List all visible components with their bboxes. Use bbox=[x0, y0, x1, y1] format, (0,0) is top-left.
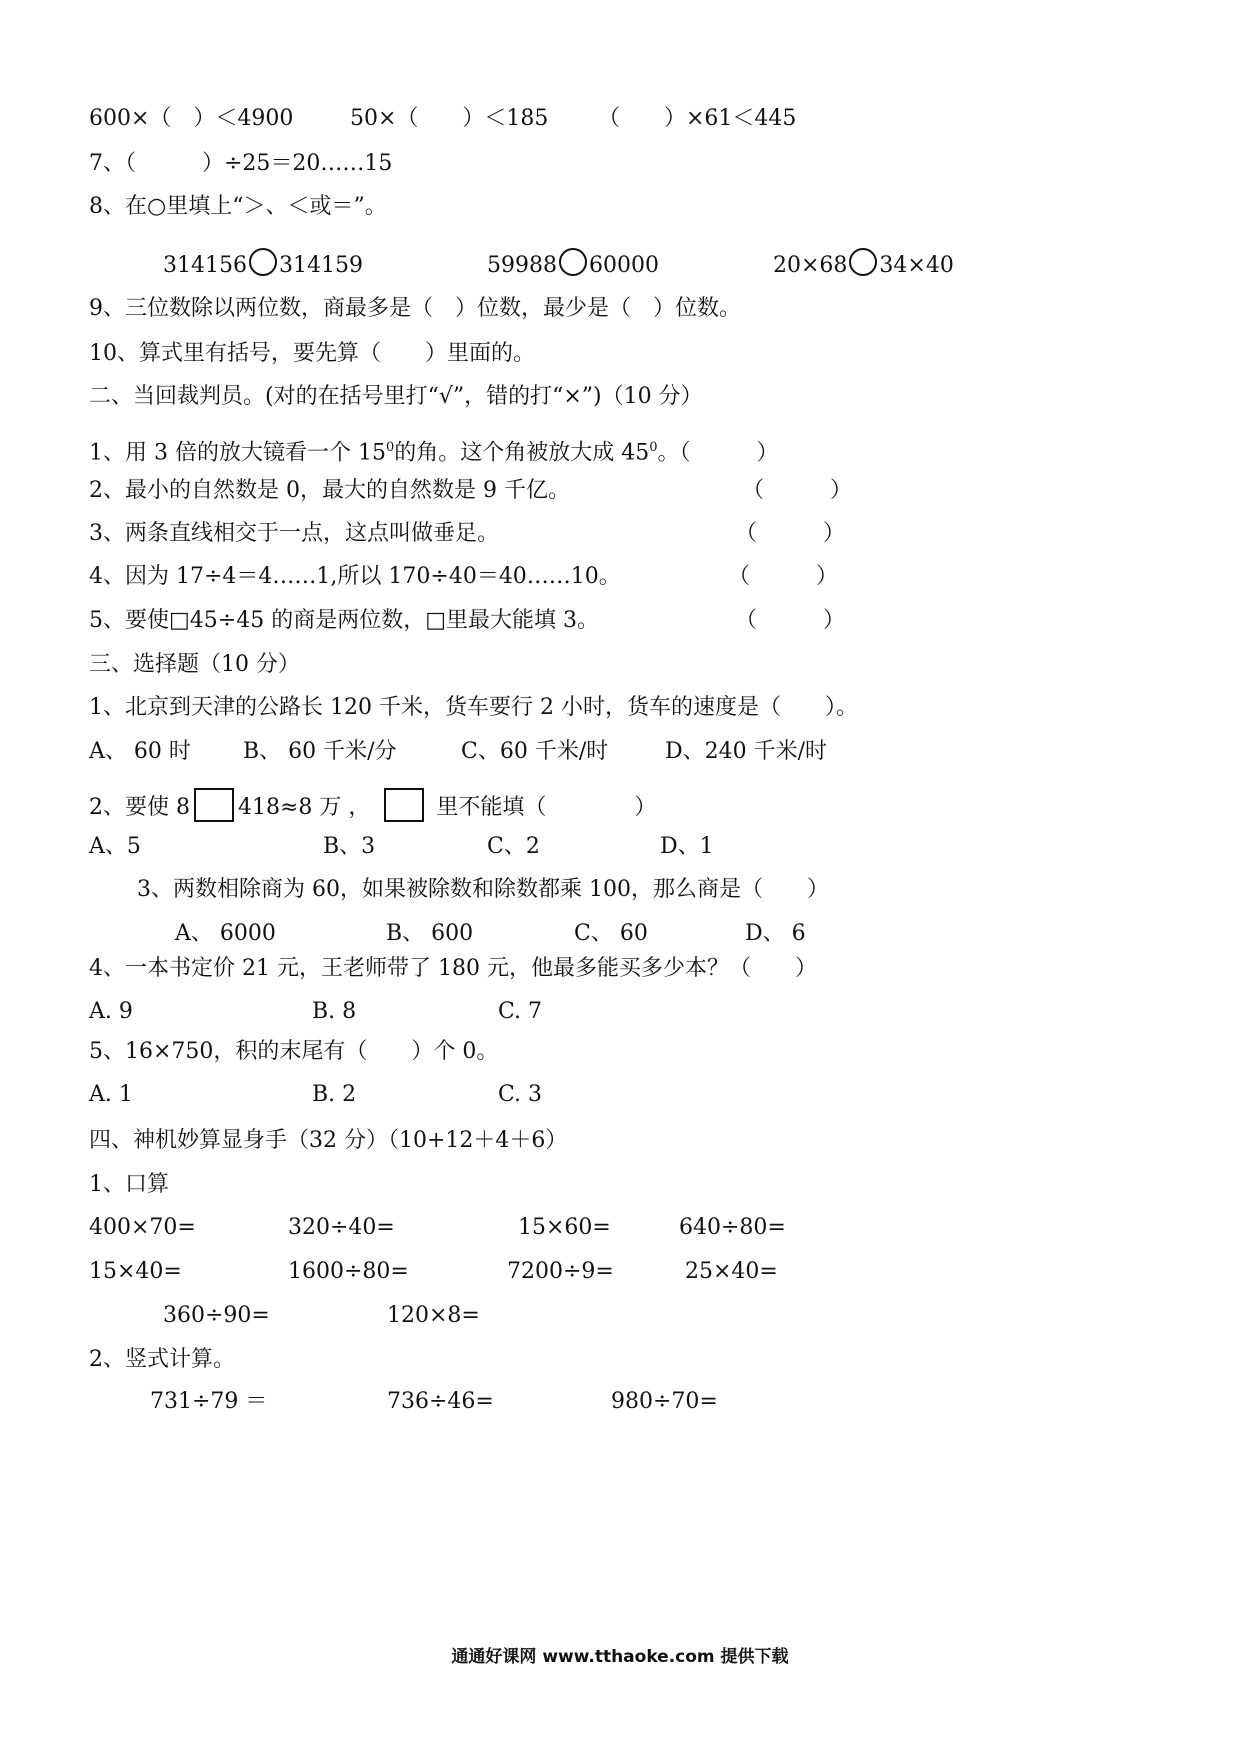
judge-q2: 2、最小的自然数是 0，最大的自然数是 9 千亿。 bbox=[89, 478, 570, 503]
compare-3-a: 20×68 bbox=[773, 253, 848, 278]
calc-1-4: 640÷80= bbox=[679, 1215, 786, 1240]
line-6b: 50×（ ）＜185 bbox=[350, 106, 549, 131]
line-6a: 600×（ ）＜4900 bbox=[89, 106, 294, 131]
compare-1-a: 314156 bbox=[163, 253, 247, 278]
choice-q1-opt-c: C、60 千米/时 bbox=[461, 739, 609, 764]
choice-q3-opt-c: C、 60 bbox=[574, 921, 648, 946]
circle-blank-3 bbox=[849, 248, 877, 276]
calc-2-3: 7200÷9= bbox=[507, 1259, 614, 1284]
choice-q1-opt-a: A、 60 时 bbox=[89, 739, 191, 764]
degree-sup-2: 0 bbox=[649, 440, 658, 455]
degree-sup-1: 0 bbox=[385, 440, 395, 455]
choice-q2-opt-c: C、2 bbox=[487, 834, 540, 859]
choice-q2-b: 418≈8 万 ， bbox=[238, 795, 371, 820]
section-2-title: 二、当回裁判员。(对的在括号里打“√”，错的打“×”)（10 分） bbox=[89, 384, 703, 409]
calc-2-1: 15×40= bbox=[89, 1259, 182, 1284]
circle-blank-2 bbox=[559, 248, 587, 276]
calc-3-1: 360÷90= bbox=[163, 1303, 270, 1328]
judge-q1 bbox=[89, 434, 779, 467]
choice-q5-opt-b: B. 2 bbox=[312, 1082, 357, 1107]
judge-q1-c: 。（ ） bbox=[657, 440, 779, 466]
box-blank-1 bbox=[194, 788, 234, 822]
judge-q4-paren: （ ） bbox=[728, 564, 839, 589]
question-9: 9、三位数除以两位数，商最多是（ ）位数，最少是（ ）位数。 bbox=[89, 296, 741, 321]
compare-3-b: 34×40 bbox=[879, 253, 954, 278]
compare-2-b: 60000 bbox=[589, 253, 659, 278]
calc-4-2: 736÷46= bbox=[387, 1389, 494, 1414]
subsection-mental-math: 1、口算 bbox=[89, 1172, 169, 1197]
calc-1-1: 400×70= bbox=[89, 1215, 196, 1240]
question-7: 7、（ ）÷25＝20……15 bbox=[89, 151, 393, 176]
line-6c: （ ）×61＜445 bbox=[598, 106, 797, 131]
choice-q5: 5、16×750，积的末尾有（ ）个 0。 bbox=[89, 1039, 499, 1064]
subsection-vertical-calc: 2、竖式计算。 bbox=[89, 1347, 235, 1372]
footer-credit: 通通好课网 www.tthaoke.com 提供下载 bbox=[451, 1647, 789, 1667]
judge-q5-paren: （ ） bbox=[735, 608, 846, 633]
choice-q3: 3、两数相除商为 60，如果被除数和除数都乘 100，那么商是（ ） bbox=[137, 877, 829, 902]
calc-4-1: 731÷79 ＝ bbox=[150, 1389, 268, 1414]
compare-1-b: 314159 bbox=[278, 253, 363, 278]
choice-q4-opt-b: B. 8 bbox=[312, 999, 357, 1024]
judge-q3-paren: （ ） bbox=[735, 521, 846, 546]
calc-2-4: 25×40= bbox=[685, 1259, 778, 1284]
question-8: 8、在○里填上“＞、＜或＝”。 bbox=[89, 194, 387, 219]
choice-q2-c: 里不能填（ ） bbox=[436, 795, 657, 820]
choice-q1-opt-b: B、 60 千米/分 bbox=[243, 739, 397, 764]
choice-q2 bbox=[89, 788, 656, 822]
judge-q5: 5、要使□45÷45 的商是两位数，□里最大能填 3。 bbox=[89, 608, 599, 633]
choice-q2-opt-a: A、5 bbox=[89, 834, 141, 859]
circle-blank-1 bbox=[249, 248, 277, 276]
choice-q3-opt-a: A、 6000 bbox=[175, 921, 276, 946]
judge-q2-paren: （ ） bbox=[742, 478, 853, 503]
section-4-title: 四、神机妙算显身手（32 分）（10+12＋4＋6） bbox=[89, 1128, 568, 1153]
choice-q3-opt-b: B、 600 bbox=[386, 921, 474, 946]
calc-1-3: 15×60= bbox=[518, 1215, 611, 1240]
section-3-title: 三、选择题（10 分） bbox=[89, 652, 300, 677]
choice-q3-opt-d: D、 6 bbox=[745, 921, 806, 946]
compare-2-a: 59988 bbox=[487, 253, 557, 278]
choice-q2-opt-b: B、3 bbox=[323, 834, 376, 859]
judge-q1-a: 1、用 3 倍的放大镜看一个 15 bbox=[89, 440, 386, 466]
judge-q1-b: 的角。这个角被放大成 45 bbox=[394, 440, 650, 466]
calc-3-2: 120×8= bbox=[387, 1303, 480, 1328]
choice-q2-a: 2、要使 8 bbox=[89, 795, 190, 820]
choice-q4-opt-a: A. 9 bbox=[89, 999, 133, 1024]
calc-2-2: 1600÷80= bbox=[288, 1259, 409, 1284]
judge-q3: 3、两条直线相交于一点，这点叫做垂足。 bbox=[89, 521, 499, 546]
choice-q1-opt-d: D、240 千米/时 bbox=[665, 739, 828, 764]
choice-q5-opt-c: C. 3 bbox=[498, 1082, 543, 1107]
choice-q4: 4、一本书定价 21 元，王老师带了 180 元，他最多能买多少本？（ ） bbox=[89, 956, 817, 981]
question-10: 10、算式里有括号，要先算（ ）里面的。 bbox=[89, 341, 535, 366]
calc-1-2: 320÷40= bbox=[288, 1215, 395, 1240]
choice-q4-opt-c: C. 7 bbox=[498, 999, 543, 1024]
box-blank-2 bbox=[384, 788, 424, 822]
choice-q5-opt-a: A. 1 bbox=[89, 1082, 133, 1107]
compare-3 bbox=[773, 248, 954, 280]
calc-4-3: 980÷70= bbox=[611, 1389, 718, 1414]
compare-2 bbox=[487, 248, 659, 280]
choice-q1: 1、北京到天津的公路长 120 千米，货车要行 2 小时，货车的速度是（ ）。 bbox=[89, 695, 858, 720]
judge-q4: 4、因为 17÷4＝4……1,所以 170÷40＝40……10。 bbox=[89, 564, 621, 589]
choice-q2-opt-d: D、1 bbox=[660, 834, 714, 859]
compare-1 bbox=[163, 248, 363, 280]
